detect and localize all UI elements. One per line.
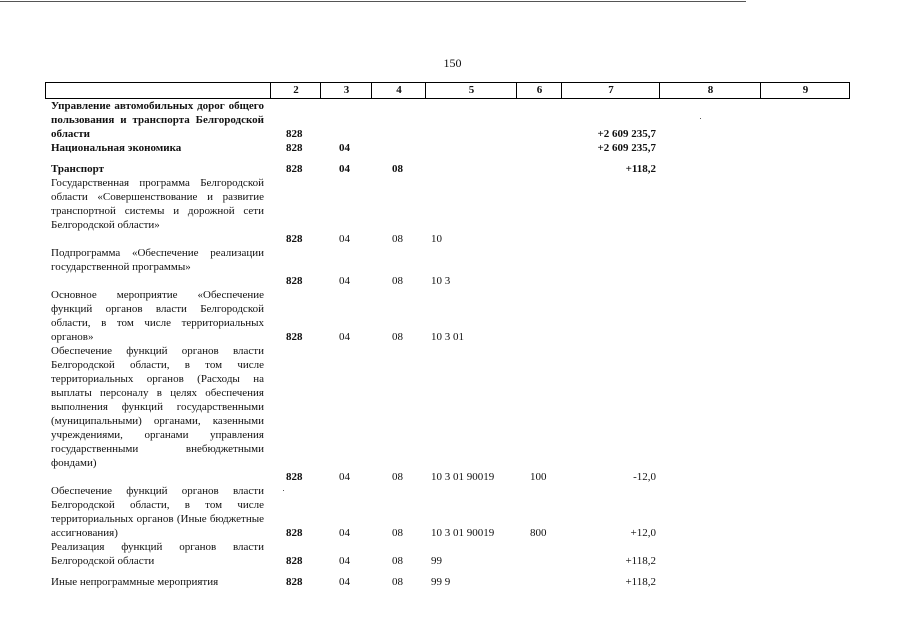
row-code: 828 bbox=[286, 163, 303, 175]
row-amount: +118,2 bbox=[625, 576, 656, 588]
header-col-4: 4 bbox=[371, 83, 426, 98]
row-subsection: 08 bbox=[392, 471, 403, 483]
header-col-2: 2 bbox=[270, 83, 321, 98]
row-subsection: 08 bbox=[392, 576, 403, 588]
row-target: 10 3 01 bbox=[431, 331, 464, 343]
scan-speck bbox=[700, 118, 701, 119]
row-code: 828 bbox=[286, 142, 303, 154]
row-name: Транспорт bbox=[51, 163, 104, 175]
row-subsection: 08 bbox=[392, 233, 403, 245]
header-col-6: 6 bbox=[516, 83, 562, 98]
row-section: 04 bbox=[339, 331, 350, 343]
row-section: 04 bbox=[339, 142, 350, 154]
row-section: 04 bbox=[339, 163, 350, 175]
page-number: 150 bbox=[443, 56, 462, 70]
row-name: Иные непрограммные мероприятия bbox=[51, 576, 219, 588]
row-section: 04 bbox=[339, 576, 350, 588]
row-target: 10 bbox=[431, 233, 442, 245]
row-code: 828 bbox=[286, 576, 303, 588]
row-amount: +12,0 bbox=[630, 527, 656, 539]
row-amount: +2 609 235,7 bbox=[597, 128, 656, 140]
row-code: 828 bbox=[286, 275, 303, 287]
row-code: 828 bbox=[286, 128, 303, 140]
row-name: Управление автомобильных дорог общего пользования и транспорта Белгородской области bbox=[51, 100, 264, 140]
row-name: Национальная экономика bbox=[51, 142, 182, 154]
row-code: 828 bbox=[286, 233, 303, 245]
row-section: 04 bbox=[339, 555, 350, 567]
row-subsection: 08 bbox=[392, 555, 403, 567]
row-target: 99 bbox=[431, 555, 442, 567]
row-subsection: 08 bbox=[392, 163, 403, 175]
row-name: Реализация функций органов власти Белгородской области bbox=[51, 541, 264, 567]
row-section: 04 bbox=[339, 233, 350, 245]
header-col-5: 5 bbox=[425, 83, 517, 98]
table-header bbox=[45, 82, 850, 99]
row-section: 04 bbox=[339, 471, 350, 483]
row-section: 04 bbox=[339, 275, 350, 287]
row-section: 04 bbox=[339, 527, 350, 539]
row-code: 828 bbox=[286, 331, 303, 343]
row-target: 10 3 01 90019 bbox=[431, 527, 495, 539]
row-amount: +2 609 235,7 bbox=[597, 142, 656, 154]
row-amount: -12,0 bbox=[633, 471, 656, 483]
row-code: 828 bbox=[286, 527, 303, 539]
row-code: 828 bbox=[286, 555, 303, 567]
row-name: Основное мероприятие «Обеспечение функций органов власти Белгородской области, в том числе территориальных органов» bbox=[51, 289, 264, 343]
row-name: Подпрограмма «Обеспечение реализации государственной программы» bbox=[51, 247, 264, 273]
row-expense-type: 800 bbox=[530, 527, 547, 539]
row-subsection: 08 bbox=[392, 331, 403, 343]
header-col-3: 3 bbox=[320, 83, 372, 98]
row-code: 828 bbox=[286, 471, 303, 483]
row-name: Обеспечение функций органов власти Белгородской области, в том числе территориальных органов (Иные бюджетные ассигнования) bbox=[51, 485, 264, 539]
row-name: Государственная программа Белгородской области «Совершенствование и развитие транспортной системы и дорожной сети Белгородской области» bbox=[51, 177, 264, 231]
scan-speck bbox=[283, 490, 284, 491]
row-target: 10 3 01 90019 bbox=[431, 471, 495, 483]
header-col-1 bbox=[46, 83, 270, 98]
header-col-9: 9 bbox=[760, 83, 850, 98]
top-rule bbox=[0, 1, 746, 2]
row-amount: +118,2 bbox=[625, 555, 656, 567]
row-subsection: 08 bbox=[392, 275, 403, 287]
row-target: 99 9 bbox=[431, 576, 451, 588]
row-expense-type: 100 bbox=[530, 471, 547, 483]
row-subsection: 08 bbox=[392, 527, 403, 539]
row-amount: +118,2 bbox=[625, 163, 656, 175]
row-target: 10 3 bbox=[431, 275, 451, 287]
header-col-8: 8 bbox=[659, 83, 761, 98]
header-col-7: 7 bbox=[561, 83, 660, 98]
row-name: Обеспечение функций органов власти Белгородской области, в том числе территориальных органов (Расходы на выплаты персоналу в целях обеспечения выполнения функций государственными (муниципальными) органами, казенными учреждениями, органами управления государственными внебюджетными фондами) bbox=[51, 345, 264, 469]
